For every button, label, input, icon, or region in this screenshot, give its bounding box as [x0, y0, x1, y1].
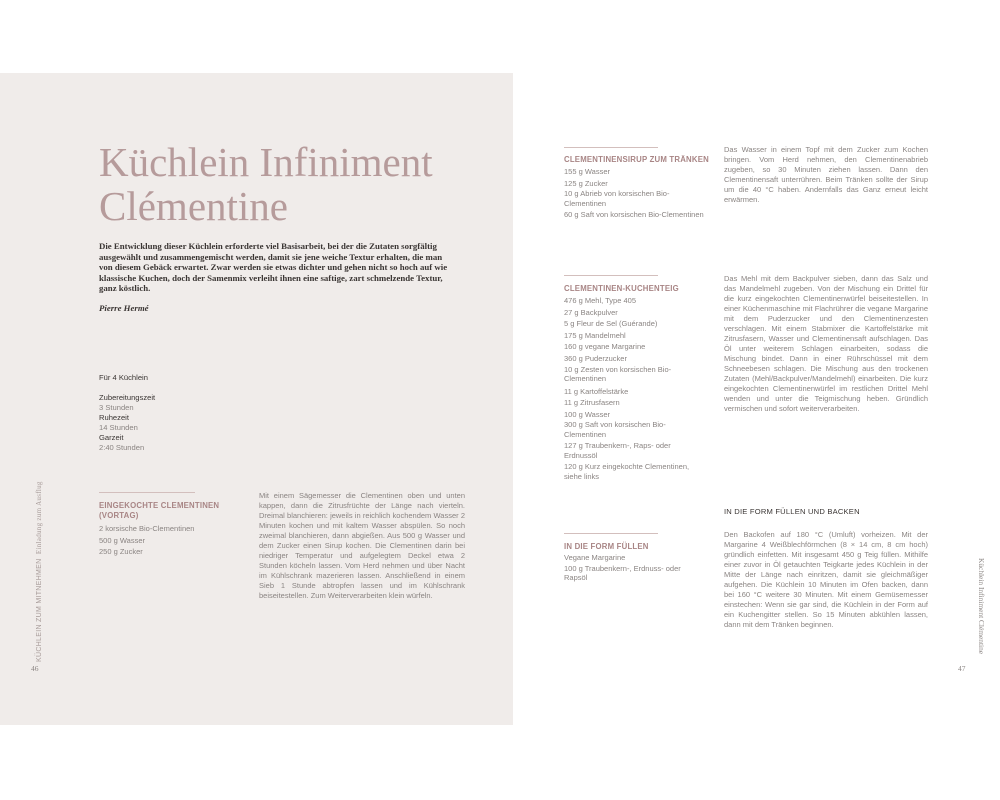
ingredient-item: 360 g Puderzucker: [564, 353, 627, 363]
ingredient-item: 250 g Zucker: [99, 547, 143, 557]
syrup-ingredients-list: [564, 166, 709, 222]
bake-time-label: Garzeit: [99, 433, 124, 442]
fill-section-title: IN DIE FORM FÜLLEN: [564, 542, 649, 551]
timing-info: [99, 393, 259, 453]
bake-instructions: Den Backofen auf 180 °C (Umluft) vorheizen. Mit der Margarine 4 Weißblechförmchen (8 × 14 cm, 8 cm hoch) gründlich einfetten. Mit insgesamt 450 g Teig füllen. Mithilfe einer zuvor in Öl getauchten Teigkarte jedes Küchlein in der Mitte der Länge nach einritzen, damit sie gleichmäßiger aufgehen. Die Küchlein 10 Minuten im Ofen backen, dann bei 160 °C weitere 30 Minuten. Mit einem Gemüsemesser einstechen: Wenn sie gar sind, die Küchlein in der Form auf ein Kuchengitter stellen. So 15 Minuten abkühlen lassen, dann mit dem Tränken beginnen.: [724, 530, 928, 629]
ingredient-item: 125 g Zucker: [564, 178, 608, 188]
dough-section-title: CLEMENTINEN-KUCHENTEIG: [564, 284, 679, 293]
section-divider: [564, 147, 658, 148]
recipe-title-line2: Clémentine: [99, 183, 289, 229]
candied-title-line1: EINGEKOCHTE CLEMENTINEN: [99, 501, 220, 510]
ingredient-item: 155 g Wasser: [564, 167, 610, 176]
candied-title-line2: (VORTAG): [99, 511, 139, 520]
right-running-header: Küchlein Infiniment Clémentine: [977, 558, 986, 655]
serves-label: Für 4 Küchlein: [99, 373, 148, 382]
ingredient-item: 27 g Backpulver: [564, 307, 618, 317]
section-divider: [564, 533, 658, 534]
running-header-chapter: Einladung zum Ausflug: [35, 481, 43, 555]
prep-time-label: Zubereitungszeit: [99, 393, 156, 402]
syrup-section-title: CLEMENTINENSIRUP ZUM TRÄNKEN: [564, 155, 709, 164]
left-running-header: [35, 481, 43, 662]
ingredient-item: 100 g Traubenkern-, Erdnuss- oder Rapsöl: [564, 563, 681, 583]
ingredient-item: Vegane Margarine: [564, 553, 626, 562]
ingredient-item: 160 g vegane Margarine: [564, 342, 646, 352]
rest-time-value: 14 Stunden: [99, 423, 138, 432]
ingredient-item: 500 g Wasser: [99, 535, 145, 545]
ingredient-item: 5 g Fleur de Sel (Guérande): [564, 319, 658, 329]
ingredient-item: 10 g Zesten von korsischen Bio-Clementinen: [564, 364, 672, 384]
ingredient-item: 175 g Mandelmehl: [564, 330, 626, 340]
syrup-instructions: Das Wasser in einem Topf mit dem Zucker zum Kochen bringen. Vom Herd nehmen, den Clementinenabrieb zugeben, so 30 Minuten ziehen lassen. Dann den Clementinensaft unterrühren. Beim Tränken sollte der Sirup um die 40 °C haben. Andernfalls das Ganz erneut leicht erwärmen.: [724, 145, 928, 204]
recipe-title-line1: Küchlein Infiniment: [99, 139, 433, 185]
recipe-title: [99, 140, 499, 228]
ingredient-item: 2 korsische Bio-Clementinen: [99, 524, 195, 533]
bake-time-value: 2:40 Stunden: [99, 443, 145, 452]
section-divider: [99, 492, 195, 493]
intro-paragraph: Die Entwicklung dieser Küchlein erforderte viel Basisarbeit, bei der die Zutaten sorgfältig ausgewählt und zusammengemischt werden, damit sie jene weiche Textur erhalten, die man von diesem Gebäck erwartet. Zwar werden sie etwas dichter und gehen nicht so hoch auf wie klassische Kuchen, doch der Samenmix verleiht ihnen eine saftige, zart schmelzende Textur, ganz köstlich.: [99, 241, 448, 294]
ingredient-item: 11 g Kartoffelstärke: [564, 386, 629, 396]
ingredient-item: 10 g Abrieb von korsischen Bio-Clementinen: [564, 189, 670, 208]
ingredient-item: 300 g Saft von korsischen Bio-Clementinen: [564, 420, 666, 439]
ingredient-item: 100 g Wasser: [564, 409, 610, 419]
serves-info: [99, 373, 259, 383]
author-name: Pierre Hermé: [99, 303, 149, 313]
ingredient-item: 60 g Saft von korsischen Bio-Clementinen: [564, 210, 704, 220]
fill-ingredients-list: [564, 552, 704, 585]
bake-section-title: IN DIE FORM FÜLLEN UND BACKEN: [724, 507, 860, 516]
prep-time-value: 3 Stunden: [99, 403, 134, 412]
candied-instructions: Mit einem Sägemesser die Clementinen oben und unten kappen, dann die Zitrusfrüchte der Länge nach vierteln. Dreimal blanchieren: jeweils in reichlich kochendem Wasser 2 Minuten kochen und mit kaltem Wasser abspülen. So noch zweimal blanchieren, dann abgießen. Aus 500 g Wasser und dem Zucker einen Sirup kochen. Die Clementinen darin bei niedriger Temperatur und aufgelegtem Deckel etwa 2 Stunden köcheln lassen. Vom Herd nehmen und über Nacht im Kühlschrank mazerieren lassen. Anschließend in einem Sieb 1 Stunde abtropfen lassen und im Kühlschrank beiseitestellen. Zum Weiterverarbeiten klein würfeln.: [259, 491, 465, 600]
rest-time-label: Ruhezeit: [99, 413, 129, 422]
page-number-right: 47: [958, 664, 966, 673]
ingredient-item: 476 g Mehl, Type 405: [564, 296, 636, 305]
dough-instructions: Das Mehl mit dem Backpulver sieben, dann das Salz und das Mandelmehl zugeben. Von der Mischung ein Drittel für die kurz eingekochten Clementinenwürfel beiseitestellen. In einer Küchenmaschine mit Flachrührer die vegane Margarine mit dem Puderzucker und den Clementinenzesten verschlagen. Mit einem Stabmixer die Kartoffelstärke mit Zitrusfasern, Wasser und Clementinensaft aufschlagen. Das Öl unter weiterem Schlagen einarbeiten, sodass die Mischung bindet. Dann in einer Rührschüssel mit dem Schneebesen schlagen. Die Mischung aus den trockenen Zutaten (Mehl/Backpulver/Mandelmehl) einarbeiten. Die kurz eingekochten Clementinenwürfel im restlichen Drittel Mehl wenden und unter die Teigmischung heben. Gründlich vermischen und sofort weiterverarbeiten.: [724, 274, 928, 413]
running-header-caps: KÜCHLEIN ZUM MITNEHMEN: [36, 558, 43, 662]
ingredient-item: 120 g Kurz eingekochte Clementinen, siehe links: [564, 462, 690, 481]
dough-ingredients-list: [564, 295, 704, 483]
ingredient-item: 127 g Traubenkern-, Raps- oder Erdnussöl: [564, 441, 671, 460]
candied-clementines-title: [99, 501, 259, 521]
section-divider: [564, 275, 658, 276]
page-number-left: 46: [31, 664, 39, 673]
candied-ingredients-list: [99, 523, 249, 558]
ingredient-item: 11 g Zitrusfasern: [564, 398, 620, 408]
